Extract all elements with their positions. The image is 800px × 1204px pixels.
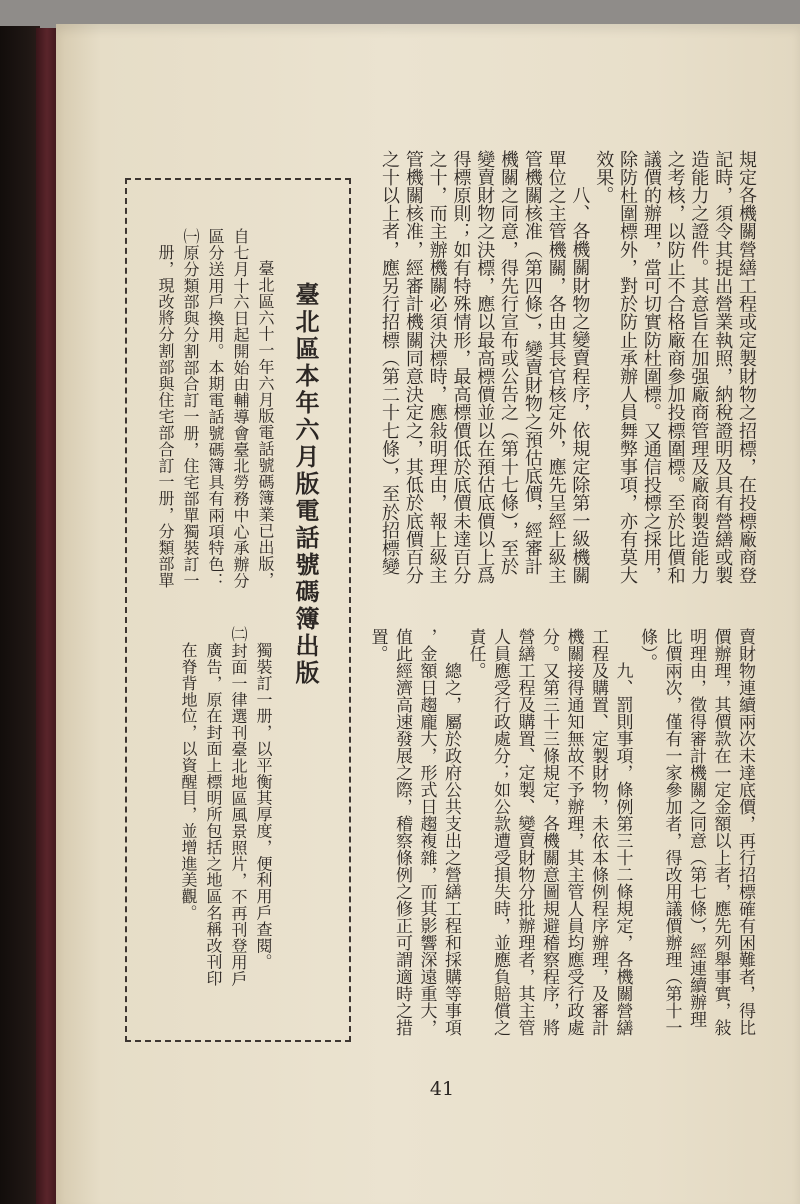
notice-title: 臺北區本年六月版電話號碼簿出版: [291, 282, 320, 687]
article-column: 值此經濟高速發展之際，稽察條例之修正可謂適時之措: [392, 628, 412, 1036]
article-column: 人員應受行政處分；如公款遭受損失時，並應負賠償之: [490, 628, 510, 1036]
article-column: 管機關核准（第四條），變賣財物之預估底價，經審計: [521, 150, 543, 576]
article-column: 造能力之證件。其意旨在加强廠商管理及廠商製造能力: [688, 150, 710, 585]
article-column: 記時，須令其提出營業執照，納稅證明及具有營繕或製: [712, 150, 734, 585]
article-column: 之十，而主辦機關必須決標時，應敍明理由，報上級主: [426, 150, 448, 585]
article-column: 除防杜圍標外，對於防止承辦人員舞弊事項，亦有莫大: [617, 150, 639, 585]
article-column: 變賣財物之決標，應以最高標價並以在預估底價以上爲: [474, 150, 496, 585]
notice-lower-block: [176, 626, 276, 988]
article-column: 九、罰則事項，條例第三十二條規定，各機關營繕: [612, 662, 633, 1036]
article-column: 置。: [367, 628, 388, 662]
notice-column: ㈡封面一律選刊臺北地區風景照片，不再刊登用戶: [229, 626, 248, 987]
article-column: 之十以上者，應另行招標（第二十七條），至於招標變: [379, 150, 401, 576]
notice-column: ㈠原分類部與分割部合訂一册，住宅部單獨裝訂一: [181, 228, 200, 589]
notice-column: 在脊背地位，以資醒目，並增進美觀。: [179, 642, 198, 921]
article-column: 明理由，徵得審計機關之同意（第七條），經連續辦理: [686, 628, 706, 1028]
notice-upper-block: [152, 228, 278, 600]
book-binding: [0, 26, 40, 1204]
article-column: 之考核，以防止不合格廠商參加投標圍標。至於比價和: [664, 150, 686, 585]
article-column: 機關接得通知無故不予辦理，其主管人員均應受行政處: [563, 628, 584, 1036]
article-column: 規定各機關營繕工程或定製財物之招標，在投標廠商登: [736, 150, 757, 585]
article-upper-block: [376, 150, 758, 600]
article-column: 機關之同意，得先行宣布或公告之（第十七條），至於: [498, 150, 520, 576]
article-column: 工程及購置、定製財物，未依本條例程序辦理，及審計: [588, 628, 608, 1036]
page-number: 41: [429, 1078, 455, 1100]
article-lower-block: [365, 628, 757, 1042]
notice-column: 區分送用戶換用。本期電話號碼簿具有兩項特色：: [206, 228, 225, 589]
article-column: 單位之主管機關，各由其長官核定外，應先呈經上級主: [545, 150, 567, 585]
notice-column: 册，現改將分割部與住宅部合訂一册，分類部單: [156, 244, 175, 589]
article-column: ，金額日趨龐大，形式日趨複雜，而其影響深遠重大，: [416, 628, 437, 1036]
notice-column: 獨裝訂一册，以平衡其厚度，便利用戶查閱。: [254, 642, 273, 970]
notice-column: 臺北區六十一年六月版電話號碼簿業已出版，: [256, 260, 275, 588]
article-column: 責任。: [465, 628, 486, 679]
article-column: 總之，屬於政府公共支出之營繕工程和採購等事項: [441, 662, 461, 1036]
article-column: 賣財物連續兩次未達底價，再行招標確有困難者，得比: [735, 628, 755, 1036]
article-column: 價辦理，其價款在一定金額以上者，應先列舉事實，敍: [710, 628, 731, 1036]
notice-column: 廣告，原在封面上標明所包括之地區名稱改刊印: [204, 642, 223, 987]
book-cover-edge: [36, 28, 58, 1204]
article-column: 管機關核准，經審計機關同意決定之，其低於底價百分: [402, 150, 424, 585]
article-column: 營繕工程及購置、定製、變賣財物分批辦理者，其主管: [514, 628, 535, 1036]
article-column: 八、各機關財物之變賣程序，依規定除第一級機關: [569, 186, 591, 585]
article-column: 議價的辦理，當可切實防杜圍標。又通信投標之採用，: [640, 150, 662, 585]
notice-column: 自七月十六日起開始由輔導會臺北勞務中心承辦分: [231, 228, 250, 589]
article-column: 條）。: [637, 628, 657, 671]
article-column: 得標原則；如有特殊情形，最高標價低於底價未達百分: [450, 150, 472, 585]
article-column: 分。又第三十三條規定，各機關意圖規避稽察程序，將: [539, 628, 559, 1036]
article-column: 比價兩次，僅有一家參加者，得改用議價辦理（第十一: [661, 628, 682, 1036]
article-column: 效果。: [593, 150, 615, 205]
